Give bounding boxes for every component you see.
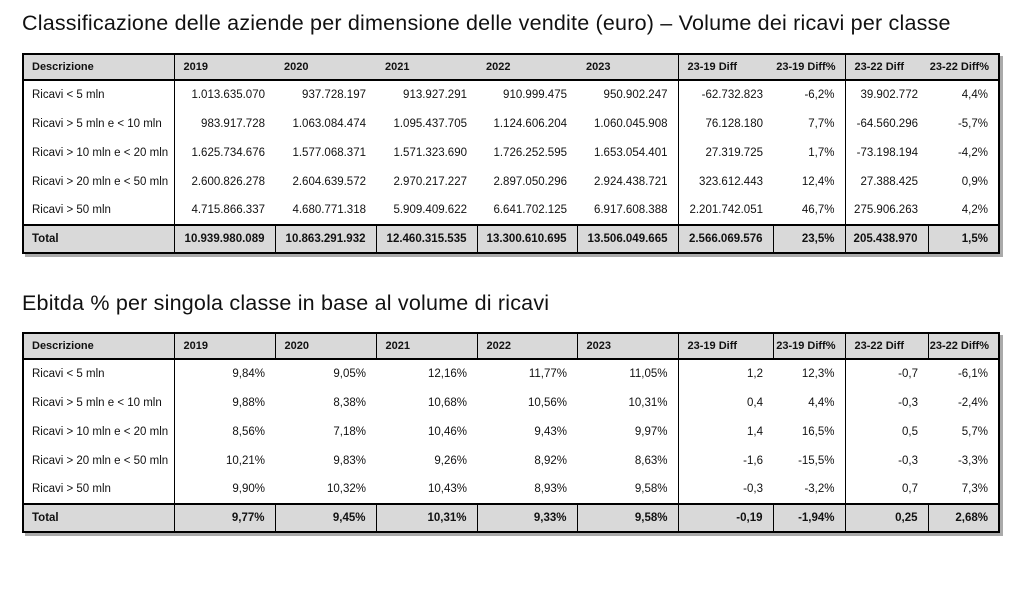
cell: -0,3 xyxy=(845,446,928,475)
cell: 9,58% xyxy=(634,483,668,495)
cell: -64.560.296 xyxy=(845,109,928,138)
cell: -3,2% xyxy=(804,483,835,495)
row-label: Ricavi < 5 mln xyxy=(32,89,105,101)
column-header-23-22-diff: 23-22 Diff xyxy=(845,333,928,359)
cell: 10,32% xyxy=(326,483,366,495)
ebitda-table-header xyxy=(23,333,999,359)
volume-ricavi-table xyxy=(22,53,1000,254)
cell: -1,6 xyxy=(678,446,773,475)
column-header-2022: 2022 xyxy=(477,54,577,80)
cell: 1.124.606.204 xyxy=(493,117,567,130)
cell: 9,97% xyxy=(634,425,668,438)
column-header-23-22-diff-: 23-22 Diff% xyxy=(928,333,999,359)
cell: 275.906.263 xyxy=(845,196,928,225)
cell: 8,93% xyxy=(534,483,567,495)
cell: -1,94% xyxy=(773,504,845,532)
cell: 13.506.049.665 xyxy=(577,225,678,253)
row-label: Ricavi > 50 mln xyxy=(32,204,111,216)
row-label: Ricavi > 5 mln e < 10 mln xyxy=(32,117,162,130)
header-row xyxy=(23,54,999,80)
table-row xyxy=(23,109,999,138)
cell: 39.902.772 xyxy=(845,80,928,109)
column-header-2021: 2021 xyxy=(376,54,477,80)
row-label: Total xyxy=(23,225,174,253)
cell: -5,7% xyxy=(957,117,988,130)
cell: 1,5% xyxy=(928,225,999,253)
column-header-23-22-diff: 23-22 Diff xyxy=(845,54,928,80)
cell: 1.577.068.371 xyxy=(292,146,366,159)
table-row xyxy=(23,446,999,475)
title-ebitda: Ebitda % per singola classe in base al volume di ricavi xyxy=(22,291,550,315)
cell: -15,5% xyxy=(798,454,835,467)
row-label: Ricavi > 10 mln e < 20 mln xyxy=(32,425,169,438)
cell: 5.909.409.622 xyxy=(393,204,467,216)
cell: -4,2% xyxy=(957,146,988,159)
cell: 10,46% xyxy=(427,425,467,438)
cell: 16,5% xyxy=(801,425,835,438)
cell: 1,7% xyxy=(808,146,835,159)
cell: 950.902.247 xyxy=(603,89,668,101)
cell: 12,4% xyxy=(801,175,835,188)
cell: 1.063.084.474 xyxy=(292,117,366,130)
column-header-2023: 2023 xyxy=(577,54,678,80)
cell: 9,43% xyxy=(534,425,567,438)
table-row xyxy=(23,167,999,196)
cell: 2.970.217.227 xyxy=(393,175,467,188)
cell: 13.300.610.695 xyxy=(477,225,577,253)
cell: -3,3% xyxy=(957,454,988,467)
row-label: Ricavi > 50 mln xyxy=(32,483,111,495)
cell: -0,19 xyxy=(678,504,773,532)
cell: 10,31% xyxy=(376,504,477,532)
row-label: Ricavi < 5 mln xyxy=(32,368,105,380)
cell: 1.095.437.705 xyxy=(393,117,467,130)
cell: 1.625.734.676 xyxy=(174,138,275,167)
cell: 8,38% xyxy=(333,396,366,409)
cell: 2.897.050.296 xyxy=(493,175,567,188)
cell: 4.715.866.337 xyxy=(174,196,275,225)
cell: 10,31% xyxy=(628,396,668,409)
cell: 9,58% xyxy=(577,504,678,532)
cell: 7,3% xyxy=(961,483,988,495)
cell: -0,7 xyxy=(845,359,928,388)
column-header-2019: 2019 xyxy=(174,54,275,80)
table-row xyxy=(23,417,999,446)
cell: 1.653.054.401 xyxy=(593,146,668,159)
table-row xyxy=(23,196,999,225)
column-header-2022: 2022 xyxy=(477,333,577,359)
cell: 4.680.771.318 xyxy=(292,204,366,216)
cell: 983.917.728 xyxy=(174,109,275,138)
cell: -2,4% xyxy=(957,396,988,409)
cell: 1,2 xyxy=(678,359,773,388)
cell: 12.460.315.535 xyxy=(376,225,477,253)
column-header-descrizione: Descrizione xyxy=(23,54,174,80)
total-row xyxy=(23,504,999,532)
column-header-2021: 2021 xyxy=(376,333,477,359)
cell: -0,3 xyxy=(845,388,928,417)
cell: 4,4% xyxy=(961,89,988,101)
row-label: Ricavi > 20 mln e < 50 mln xyxy=(32,454,169,467)
cell: 1,4 xyxy=(678,417,773,446)
cell: 10,43% xyxy=(427,483,467,495)
column-header-23-19-diff-: 23-19 Diff% xyxy=(773,54,845,80)
cell: 205.438.970 xyxy=(845,225,928,253)
row-label: Ricavi > 10 mln e < 20 mln xyxy=(32,146,169,159)
cell: -62.732.823 xyxy=(678,80,773,109)
cell: 8,92% xyxy=(534,454,567,467)
cell: 9,45% xyxy=(275,504,376,532)
cell: 1.571.323.690 xyxy=(393,146,467,159)
cell: 7,18% xyxy=(333,425,366,438)
column-header-2019: 2019 xyxy=(174,333,275,359)
cell: 1.060.045.908 xyxy=(593,117,668,130)
cell: 6.641.702.125 xyxy=(493,204,567,216)
cell: 937.728.197 xyxy=(302,89,366,101)
cell: 2,68% xyxy=(928,504,999,532)
cell: 323.612.443 xyxy=(678,167,773,196)
cell: 10.939.980.089 xyxy=(174,225,275,253)
volume-table-body xyxy=(23,80,999,253)
cell: 910.999.475 xyxy=(503,89,567,101)
cell: 10,68% xyxy=(427,396,467,409)
cell: 4,4% xyxy=(808,396,835,409)
cell: 1.013.635.070 xyxy=(174,80,275,109)
cell: 2.201.742.051 xyxy=(678,196,773,225)
cell: 10,56% xyxy=(527,396,567,409)
cell: 0,5 xyxy=(845,417,928,446)
cell: -6,1% xyxy=(957,368,988,380)
cell: 12,16% xyxy=(427,368,467,380)
column-header-23-22-diff-: 23-22 Diff% xyxy=(928,54,999,80)
cell: 11,05% xyxy=(629,368,668,380)
column-header-2020: 2020 xyxy=(275,54,376,80)
cell: 9,84% xyxy=(174,359,275,388)
cell: 27.319.725 xyxy=(678,138,773,167)
cell: 1.726.252.595 xyxy=(493,146,567,159)
column-header-2023: 2023 xyxy=(577,333,678,359)
cell: 12,3% xyxy=(801,368,835,380)
cell: 0,9% xyxy=(961,175,988,188)
cell: 0,4 xyxy=(678,388,773,417)
row-label: Ricavi > 20 mln e < 50 mln xyxy=(32,175,169,188)
cell: 10,21% xyxy=(174,446,275,475)
table-row xyxy=(23,475,999,504)
table-row xyxy=(23,388,999,417)
cell: 9,90% xyxy=(174,475,275,504)
cell: 4,2% xyxy=(961,204,988,216)
cell: 10.863.291.932 xyxy=(275,225,376,253)
column-header-descrizione: Descrizione xyxy=(23,333,174,359)
cell: 27.388.425 xyxy=(845,167,928,196)
column-header-23-19-diff: 23-19 Diff xyxy=(678,54,773,80)
cell: 11,77% xyxy=(528,368,567,380)
cell: 2.924.438.721 xyxy=(593,175,668,188)
volume-table-header xyxy=(23,54,999,80)
cell: -0,3 xyxy=(678,475,773,504)
title-volume-ricavi: Classificazione delle aziende per dimensione delle vendite (euro) – Volume dei ricavi per classe xyxy=(22,11,951,35)
cell: 8,63% xyxy=(634,454,668,467)
cell: -6,2% xyxy=(804,89,835,101)
cell: 7,7% xyxy=(808,117,835,130)
cell: 76.128.180 xyxy=(678,109,773,138)
cell: 9,83% xyxy=(333,454,366,467)
cell: 46,7% xyxy=(801,204,835,216)
cell: 9,33% xyxy=(477,504,577,532)
cell: -73.198.194 xyxy=(845,138,928,167)
ebitda-table xyxy=(22,332,1000,533)
header-row xyxy=(23,333,999,359)
cell: 8,56% xyxy=(174,417,275,446)
column-header-2020: 2020 xyxy=(275,333,376,359)
cell: 9,05% xyxy=(333,368,366,380)
table-row xyxy=(23,80,999,109)
table-row xyxy=(23,138,999,167)
cell: 0,7 xyxy=(845,475,928,504)
cell: 2.600.826.278 xyxy=(174,167,275,196)
cell: 9,77% xyxy=(174,504,275,532)
row-label: Total xyxy=(23,504,174,532)
cell: 6.917.608.388 xyxy=(593,204,668,216)
cell: 2.604.639.572 xyxy=(292,175,366,188)
column-header-23-19-diff: 23-19 Diff xyxy=(678,333,773,359)
cell: 23,5% xyxy=(773,225,845,253)
cell: 913.927.291 xyxy=(403,89,467,101)
total-row xyxy=(23,225,999,253)
cell: 0,25 xyxy=(845,504,928,532)
row-label: Ricavi > 5 mln e < 10 mln xyxy=(32,396,162,409)
cell: 9,88% xyxy=(174,388,275,417)
cell: 9,26% xyxy=(434,454,467,467)
column-header-23-19-diff-: 23-19 Diff% xyxy=(773,333,845,359)
cell: 2.566.069.576 xyxy=(678,225,773,253)
table-row xyxy=(23,359,999,388)
cell: 5,7% xyxy=(961,425,988,438)
ebitda-table-body xyxy=(23,359,999,532)
